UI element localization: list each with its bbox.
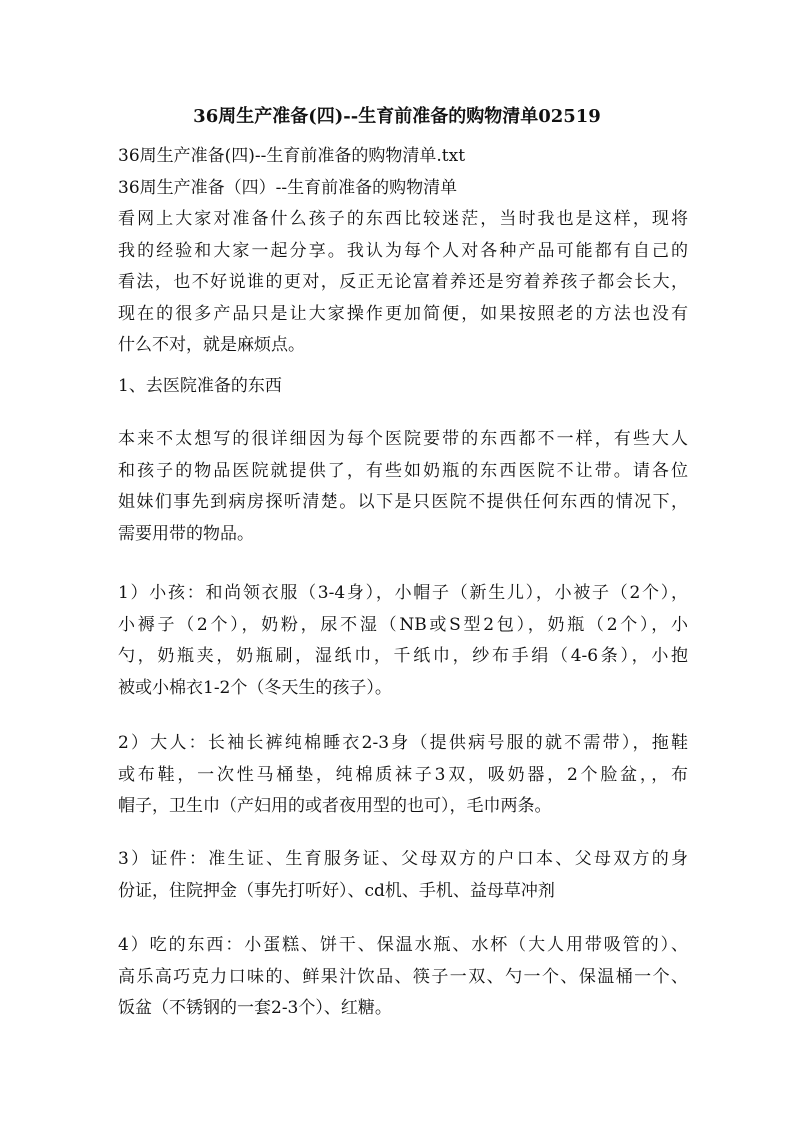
section-intro-paragraph [118,424,688,550]
list-item-line: 2）大人：长袖长裤纯棉睡衣2-3身（提供病号服的就不需带），拖鞋 [118,733,688,753]
intro-line: 看网上大家对准备什么孩子的东西比较迷茫，当时我也是这样，现将 [118,209,688,229]
list-item-adult [118,728,688,823]
document-title: 36周生产准备(四)--生育前准备的购物清单02519 [193,106,601,127]
list-item-line: 被或小棉衣1-2个（冬天生的孩子）。 [118,677,392,698]
intro-line: 现在的很多产品只是让大家操作更加简便，如果按照老的方法也没有 [118,303,688,324]
list-item-documents [118,844,688,907]
paragraph-line: 和孩子的物品医院就提供了，有些如奶瓶的东西医院不让带。请各位 [118,460,688,481]
intro-line: 什么不对，就是麻烦点。 [118,335,305,355]
list-item-child [118,578,688,704]
list-item-line: 勺，奶瓶夹，奶瓶刷，湿纸巾，千纸巾，纱布手绢（4-6条），小抱 [118,646,688,666]
list-item-line: 小褥子（2个），奶粉，尿不湿（NB或S型2包），奶瓶（2个），小 [118,614,688,635]
list-item-line: 或布鞋，一次性马桶垫，纯棉质袜子3双，吸奶器，2个脸盆，，布 [118,764,688,785]
intro-line: 看法，也不好说谁的更对，反正无论富着养还是穷着养孩子都会长大， [118,272,688,292]
list-item-line: 4）吃的东西：小蛋糕、饼干、保温水瓶、水杯（大人用带吸管的）、 [118,935,688,955]
list-item-food [118,930,688,1025]
paragraph-line: 需要用带的物品。 [118,523,254,544]
list-item-line: 份证，住院押金（事先打听好）、cd机、手机、益母草冲剂 [118,880,555,901]
list-item-line: 饭盆（不锈钢的一套2-3个）、红糖。 [118,998,392,1018]
section-heading [118,371,688,403]
document-body-header [118,141,688,362]
list-item-line: 1）小孩：和尚领衣服（3-4身），小帽子（新生儿），小被子（2个）， [118,583,688,603]
paragraph-line: 本来不太想写的很详细因为每个医院要带的东西都不一样，有些大人 [118,429,688,449]
header-line-subtitle: 36周生产准备（四）--生育前准备的购物清单 [118,177,458,198]
header-line-filename: 36周生产准备(四)--生育前准备的购物清单.txt [118,146,466,166]
list-item-line: 高乐高巧克力口味的、鲜果汁饮品、筷子一双、勺一个、保温桶一个、 [118,966,688,987]
list-item-line: 3）证件：准生证、生育服务证、父母双方的户口本、父母双方的身 [118,849,688,869]
intro-line: 我的经验和大家一起分享。我认为每个人对各种产品可能都有自己的 [118,240,688,261]
paragraph-line: 姐妹们事先到病房探听清楚。以下是只医院不提供任何东西的情况下， [118,492,688,512]
list-item-line: 帽子，卫生巾（产妇用的或者夜用型的也可），毛巾两条。 [118,796,552,816]
section-heading-text: 1、去医院准备的东西 [118,376,282,396]
